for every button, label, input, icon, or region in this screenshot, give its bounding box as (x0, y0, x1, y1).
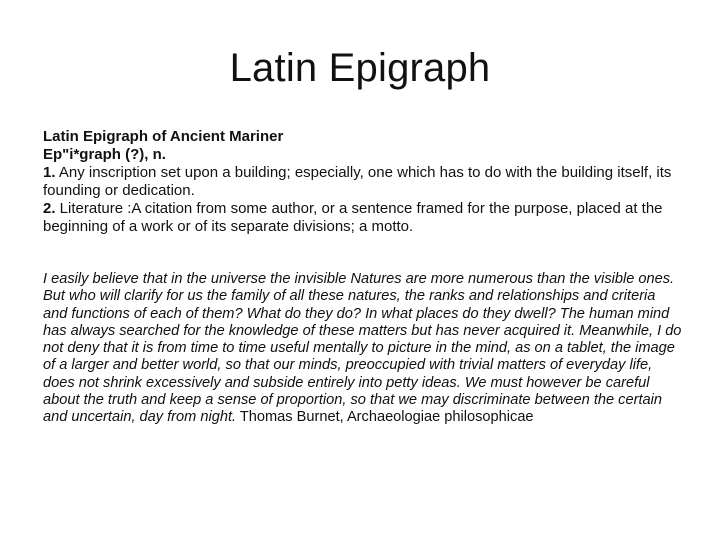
slide-title: Latin Epigraph (229, 46, 491, 90)
definition-pronunciation (43, 146, 691, 164)
definition-sense-2 (43, 200, 691, 236)
definition-heading-text: Latin Epigraph of Ancient Mariner (43, 128, 284, 145)
quote-attribution: Thomas Burnet, Archaeologiae philosophicae (236, 409, 534, 426)
sense-1-text: Any inscription set upon a building; especially, one which has to do with the building itself, its founding or dedication. (43, 164, 672, 199)
definition-pronunciation-text: Ep"i*graph (?), n. (43, 146, 166, 163)
sense-1-number: 1. (43, 164, 56, 181)
sense-2-number: 2. (43, 200, 56, 217)
definition-sense-1 (43, 164, 691, 200)
definition-block (43, 128, 691, 236)
sense-2-text: Literature :A citation from some author, or a sentence framed for the purpose, placed at the beginning of a work or of its separate divisions; a motto. (43, 200, 663, 235)
epigraph-quote (43, 271, 683, 427)
definition-heading (43, 128, 691, 146)
quote-text: I easily believe that in the universe the invisible Natures are more numerous than the visible ones. But who will clarify for us the family of all these natures, the ranks and relationships and criteria and functions of each of them? What do they do? In what places do they dwell? The human mind has always searched for the knowledge of these matters but has never acquired it. Meanwhile, I do not deny that it is from time to time useful mentally to picture in the mind, as on a tablet, the image of a larger and better world, so that our minds, preoccupied with trivial matters of everyday life, does not shrink excessively and subside entirely into petty ideas. We must however be careful about the truth and keep a sense of proportion, so that we may discriminate between the certain and uncertain, day from night. (43, 271, 682, 426)
